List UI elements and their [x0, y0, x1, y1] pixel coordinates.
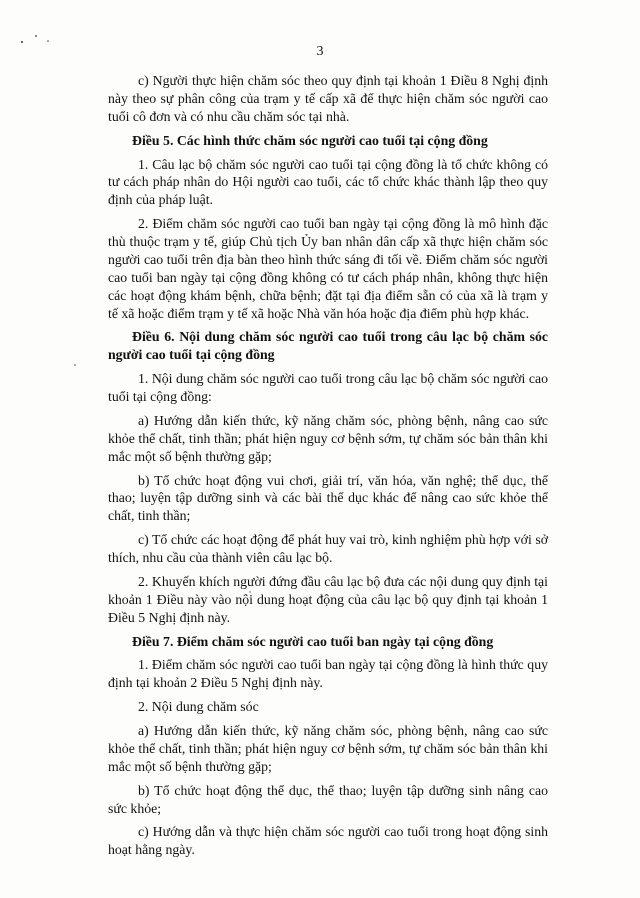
article-5-heading: Điều 5. Các hình thức chăm sóc người cao tuổi tại cộng đồng [132, 132, 488, 148]
article-5-clause-1: 1. Câu lạc bộ chăm sóc người cao tuổi tại cộng đồng là tổ chức không có tư cách pháp nhân do Hội người cao tuổi, các tổ chức khác thành lập theo quy định của pháp luật. [108, 156, 548, 208]
document-body [108, 72, 548, 865]
paragraph-c-clause-4: c) Người thực hiện chăm sóc theo quy định tại khoản 1 Điều 8 Nghị định này theo sự phân công của trạm y tế cấp xã để thực hiện chăm sóc người cao tuổi cô đơn và có nhu cầu chăm sóc tại nhà. [108, 73, 548, 124]
article-7-heading: Điều 7. Điểm chăm sóc người cao tuổi ban ngày tại cộng đồng [132, 633, 494, 649]
article-6-clause-2: 2. Khuyến khích người đứng đầu câu lạc bộ đưa các nội dung quy định tại khoản 1 Điều này vào nội dung hoạt động của câu lạc bộ quy định tại khoản 1 Điều 5 Nghị định này. [108, 573, 548, 625]
article-6-point-b: b) Tổ chức hoạt động vui chơi, giải trí, văn hóa, văn nghệ; thể dục, thể thao; luyện tập dưỡng sinh và các bài thể dục khác để nâng cao sức khỏe thể chất, tinh thần; [108, 472, 548, 524]
article-5-clause-2: 2. Điểm chăm sóc người cao tuổi ban ngày tại cộng đồng là mô hình đặc thù thuộc trạm y tế, giúp Chủ tịch Ủy ban nhân dân cấp xã thực hiện chăm sóc người cao tuổi trên địa bàn theo hình thức sáng đi tối về. Điểm chăm sóc người cao tuổi ban ngày tại cộng đồng không có tư cách pháp nhân, không thực hiện các hoạt động khám bệnh, chữa bệnh; đặt tại địa điểm sẵn có của xã là trạm y tế xã hoặc điểm trạm y tế xã hoặc Nhà văn hóa hoặc địa điểm phù hợp khác. [108, 216, 548, 321]
page-number: 3 [316, 44, 324, 59]
article-6-clause-1: 1. Nội dung chăm sóc người cao tuổi trong câu lạc bộ chăm sóc người cao tuổi tại cộng đồng: [108, 371, 548, 404]
article-6-point-c: c) Tổ chức các hoạt động để phát huy vai trò, kinh nghiệm phù hợp với sở thích, nhu cầu của thành viên câu lạc bộ. [108, 532, 548, 565]
article-7-clause-2: 2. Nội dung chăm sóc [138, 699, 259, 715]
article-6-point-a: a) Hướng dẫn kiến thức, kỹ năng chăm sóc, phòng bệnh, nâng cao sức khỏe thể chất, tinh thần; phát hiện nguy cơ bệnh sớm, tự chăm sóc bản thân khi mắc một số bệnh thường gặp; [108, 412, 548, 464]
article-7-point-a: a) Hướng dẫn kiến thức, kỹ năng chăm sóc, phòng bệnh, nâng cao sức khỏe thể chất, tinh thần; phát hiện nguy cơ bệnh sớm, tự chăm sóc bản thân khi mắc một số bệnh thường gặp; [108, 723, 548, 774]
article-6-heading: Điều 6. Nội dung chăm sóc người cao tuổi trong câu lạc bộ chăm sóc người cao tuổi tại cộng đồng [108, 329, 548, 363]
article-7-point-c: c) Hướng dẫn và thực hiện chăm sóc người cao tuổi trong hoạt động sinh hoạt hằng ngày. [108, 824, 548, 858]
article-7-clause-1: 1. Điểm chăm sóc người cao tuổi ban ngày tại cộng đồng là hình thức quy định tại khoản 2 Điều 5 Nghị định này. [108, 657, 548, 691]
article-7-point-b: b) Tổ chức hoạt động thể dục, thể thao; luyện tập dưỡng sinh nâng cao sức khỏe; [108, 782, 548, 816]
